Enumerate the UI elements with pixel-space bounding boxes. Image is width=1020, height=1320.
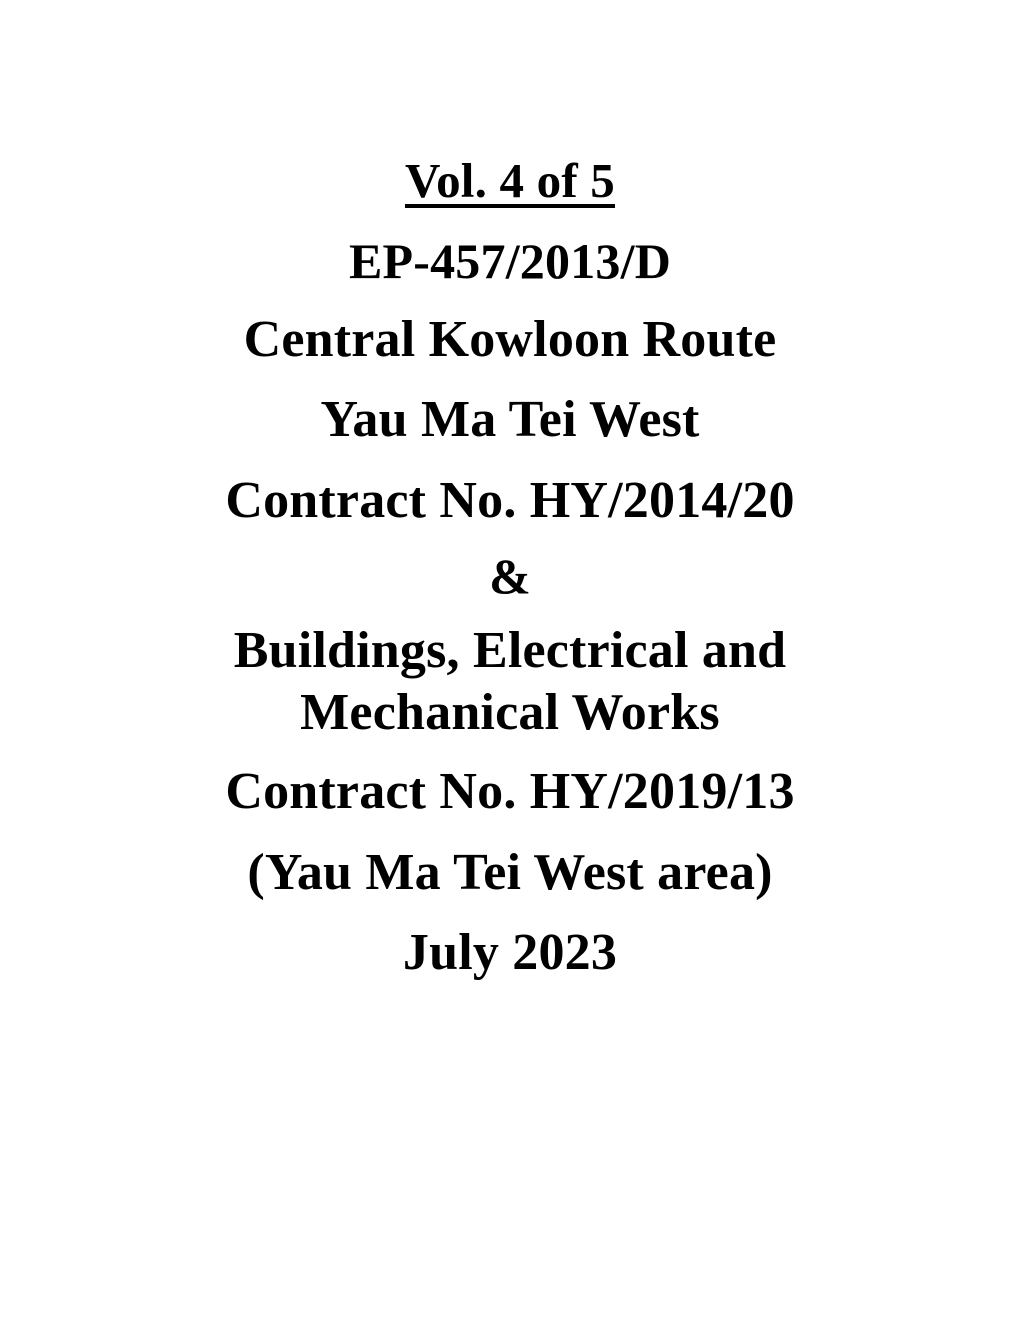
conjunction-ampersand: & [489,548,531,605]
reference-number: EP-457/2013/D [348,232,672,289]
title-block [120,150,900,987]
project-section: Yau Ma Tei West [320,391,700,449]
project-name: Central Kowloon Route [243,310,777,368]
area-label: (Yau Ma Tei West area) [247,843,773,901]
volume-heading: Vol. 4 of 5 [404,153,616,208]
contract-number-primary: Contract No. HY/2014/20 [225,471,795,529]
document-date: July 2023 [402,924,618,982]
works-description: Buildings, Electrical and Mechanical Works [233,622,800,741]
contract-number-secondary: Contract No. HY/2019/13 [225,763,795,821]
